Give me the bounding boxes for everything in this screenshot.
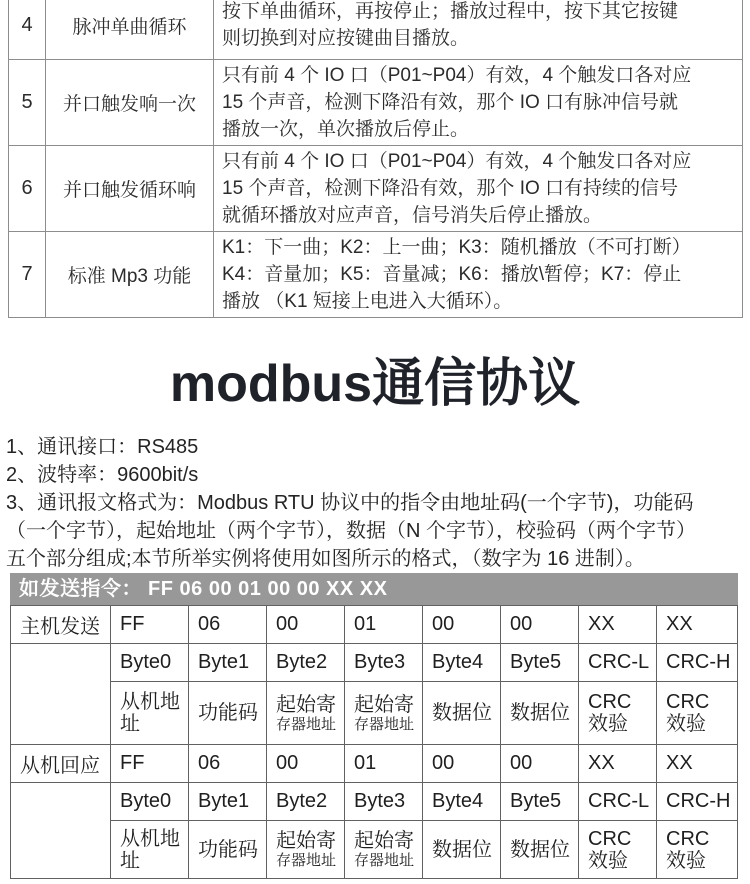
field-line: 效验 [588,849,628,872]
function-name: 并口触发循环响 [46,146,214,232]
field-cell [501,821,579,879]
function-row [9,146,743,232]
byte-label: CRC-H [657,783,738,821]
frame-value: FF [111,745,189,783]
field-line: 效验 [666,849,706,872]
field-cell [111,682,189,745]
field-line: 起始寄 [276,830,336,852]
note-line: 五个部分组成;本节所举实例将使用如图所示的格式，（数字为 16 进制）。 [6,548,645,570]
field-line: 址 [120,713,140,735]
field-line: 起始寄 [354,830,414,852]
field-cell [267,821,345,879]
note-line: 1、通讯接口：RS485 [6,436,199,458]
field-line: 从机地 [120,691,180,713]
field-cell [345,682,423,745]
desc-line: 播放 （K1 短接上电进入大循环）。 [222,291,513,312]
field-cell [111,821,189,879]
byte-label: Byte1 [189,644,267,682]
frame-value: 00 [267,606,345,644]
byte-label: Byte4 [423,783,501,821]
frame-value: 00 [501,745,579,783]
byte-label: Byte3 [345,783,423,821]
field-cell [189,682,267,745]
byte-label: CRC-L [579,783,657,821]
frame-value: 00 [423,606,501,644]
field-line: 数据位 [510,838,570,861]
frame-value: 00 [501,606,579,644]
field-cell [579,682,657,745]
frame-bytes-row [11,783,738,821]
function-row [9,60,743,146]
frame-value: 06 [189,606,267,644]
frame-row-label: 主机发送 [11,606,111,644]
function-row [9,0,743,60]
frame-fields-row [11,682,738,745]
field-line: 效验 [588,713,628,735]
field-line: 效验 [666,713,706,735]
field-line: 从机地 [120,827,180,850]
desc-line: 播放一次，单次播放后停止。 [222,119,470,140]
frame-value: XX [657,606,738,644]
frame-fields-row [11,821,738,879]
field-cell [657,682,738,745]
field-line: 起始寄 [354,693,414,716]
byte-label: Byte3 [345,644,423,682]
note-line: （一个字节），起始地址（两个字节），数据（N 个字节），校验码（两个字节） [6,520,696,542]
frame-values-row [11,745,738,783]
byte-label: CRC-L [579,644,657,682]
field-line: CRC [666,691,710,713]
field-cell [423,821,501,879]
frame-row-label-empty [11,644,111,745]
frame-row-label-empty [11,783,111,879]
field-line: 存器地址 [354,715,415,733]
frame-value: 06 [189,745,267,783]
byte-label: Byte4 [423,644,501,682]
row-number: 7 [9,232,46,318]
byte-label: Byte2 [267,783,345,821]
frame-value: 00 [267,745,345,783]
desc-line: 15 个声音，检测下降沿有效，那个 IO 口有持续的信号 [222,178,679,199]
modbus-frame-table-container [10,605,738,879]
modbus-frame-table [10,605,738,879]
desc-line: 只有前 4 个 IO 口（P01~P04）有效，4 个触发口各对应 [222,151,692,172]
row-number: 6 [9,146,46,232]
desc-line: K4：音量加；K5：音量减；K6：播放\暂停；K7：停止 [222,264,682,285]
desc-line: 15 个声音，检测下降沿有效，那个 IO 口有脉冲信号就 [222,92,679,113]
desc-line: 就循环播放对应声音，信号消失后停止播放。 [222,205,603,226]
field-line: 存器地址 [276,715,337,733]
row-number: 5 [9,60,46,146]
field-cell [267,682,345,745]
desc-line: 只有前 4 个 IO 口（P01~P04）有效，4 个触发口各对应 [222,65,692,86]
byte-label: Byte5 [501,783,579,821]
desc-line: 则切换到对应按键曲目播放。 [222,28,470,49]
field-cell [423,682,501,745]
frame-values-row [11,606,738,644]
field-line: 数据位 [510,702,570,724]
function-name: 标准 Mp3 功能 [46,232,214,318]
section-title: modbus通信协议 [169,355,581,413]
byte-label: Byte5 [501,644,579,682]
function-desc [214,146,743,232]
function-table [8,0,743,318]
note-line: 3、通讯报文格式为：Modbus RTU 协议中的指令由地址码(一个字节)，功能码 [6,492,694,514]
field-line: 址 [120,849,140,872]
field-line: 数据位 [432,702,492,724]
function-name: 脉冲单曲循环 [46,0,214,60]
field-cell [189,821,267,879]
byte-label: Byte0 [111,644,189,682]
function-name: 并口触发响一次 [46,60,214,146]
field-cell [657,821,738,879]
function-desc [214,60,743,146]
byte-label: Byte2 [267,644,345,682]
desc-line: K1：下一曲；K2：上一曲；K3：随机播放（不可打断） [222,237,691,258]
row-number: 4 [9,0,46,60]
frame-value: 01 [345,745,423,783]
field-line: 数据位 [432,838,492,861]
desc-line: 按下单曲循环，再按停止；播放过程中，按下其它按键 [222,1,679,22]
byte-label: CRC-H [657,644,738,682]
field-line: CRC [666,827,710,850]
field-line: CRC [588,827,632,850]
note-line: 2、波特率：9600bit/s [6,464,199,486]
function-table-container [8,0,743,318]
field-line: 存器地址 [276,852,337,869]
function-desc [214,232,743,318]
frame-bytes-row [11,644,738,682]
byte-label: Byte1 [189,783,267,821]
frame-row-label: 从机回应 [11,745,111,783]
notes-list [6,433,748,573]
field-line: 起始寄 [276,693,336,716]
frame-value: XX [657,745,738,783]
field-line: 存器地址 [354,852,415,869]
frame-value: 00 [423,745,501,783]
field-cell [579,821,657,879]
command-bar: 如发送指令： FF 06 00 01 00 00 XX XX [10,573,738,605]
frame-value: XX [579,745,657,783]
field-cell [501,682,579,745]
byte-label: Byte0 [111,783,189,821]
frame-value: 01 [345,606,423,644]
frame-value: FF [111,606,189,644]
field-cell [345,821,423,879]
field-line: 功能码 [198,838,258,861]
function-row [9,232,743,318]
frame-value: XX [579,606,657,644]
field-line: 功能码 [198,702,258,724]
field-line: CRC [588,691,632,713]
function-desc [214,0,743,60]
